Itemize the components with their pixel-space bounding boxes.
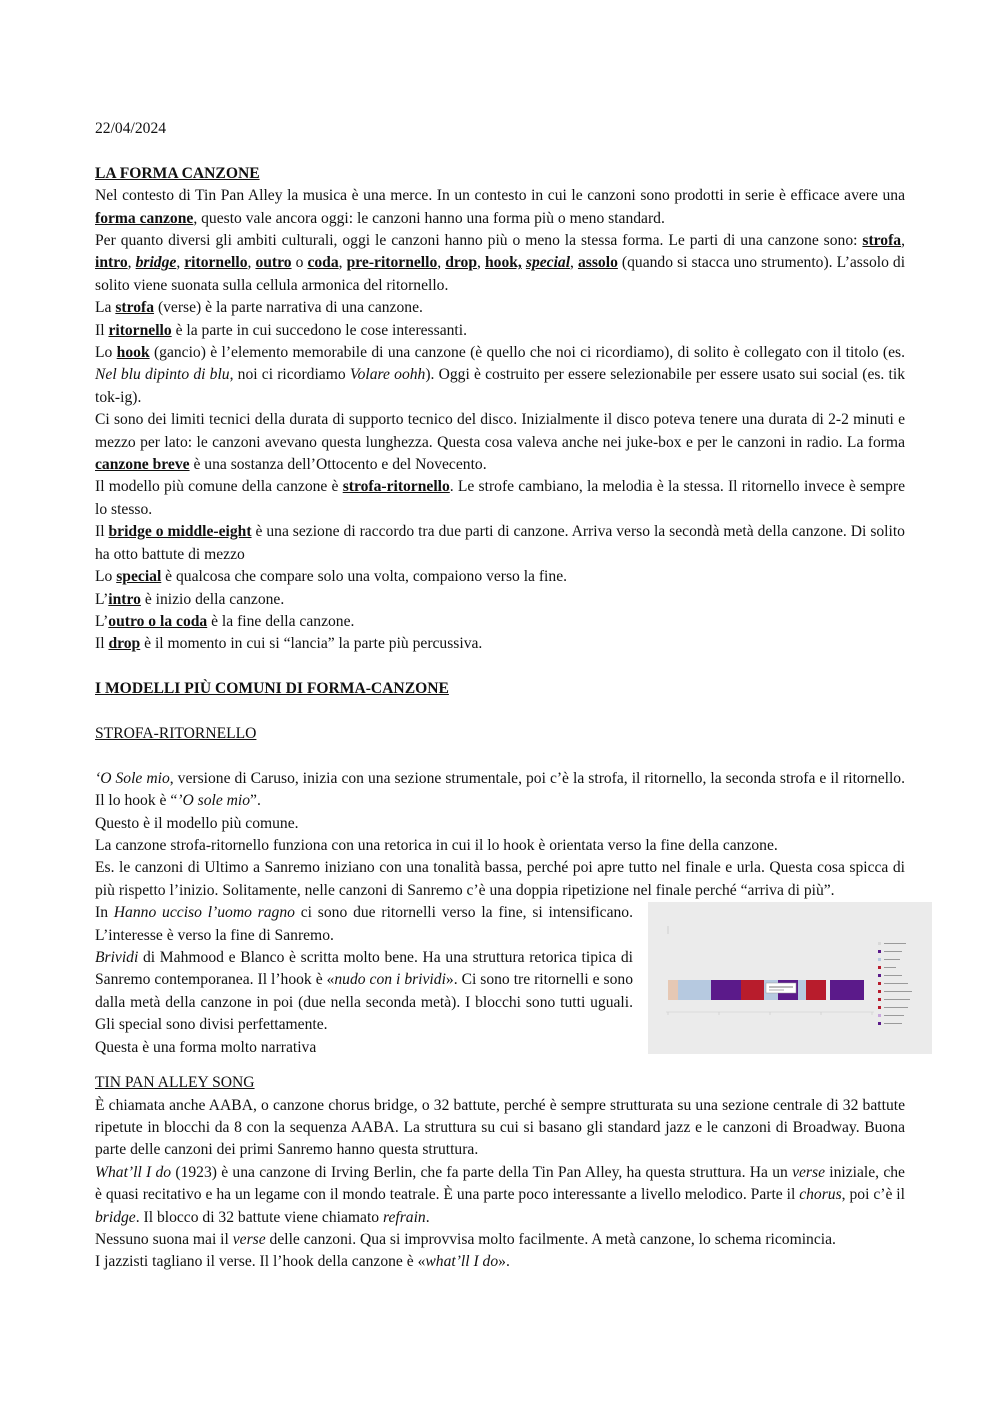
legend-swatch — [878, 950, 881, 953]
paragraph: In Hanno ucciso l’uomo ragno ci sono due ritornelli verso la fine, si intensificano. L’interesse è verso la fine di Sanremo. — [95, 904, 633, 944]
legend-swatch — [878, 942, 881, 945]
paragraph: La strofa (verse) è la parte narrativa di una canzone. — [95, 299, 423, 317]
paragraph: Il ritornello è la parte in cui succedono le cose interessanti. — [95, 321, 467, 339]
tooltip-box — [766, 983, 796, 993]
section-heading-forma-canzone: LA FORMA CANZONE — [95, 164, 260, 182]
paragraph: È chiamata anche AABA, o canzone chorus bridge, o 32 battute, perché è sempre strutturata su una sezione centrale di 32 battute ripetute in blocchi da 8 con la sequenza AABA. La struttura su cui si basano gli standard jazz e le canzoni di Broadway. Buona parte delle canzoni dei primi Sanremo hanno questa struttura. — [95, 1096, 905, 1159]
legend-swatch — [878, 1022, 881, 1025]
paragraph: Questo è il modello più comune. — [95, 814, 299, 832]
bar-segment-ritornello — [711, 980, 741, 1000]
legend-swatch — [878, 982, 881, 985]
paragraph: Il bridge o middle-eight è una sezione di raccordo tra due parti di canzone. Arriva verso la secondà metà della canzone. Di solito ha otto battute di mezzo — [95, 523, 905, 563]
legend-swatch — [878, 998, 881, 1001]
paragraph: Il drop è il momento in cui si “lancia” la parte più percussiva. — [95, 635, 483, 653]
song-structure-figure — [648, 902, 932, 1054]
song-structure-bar-chart — [656, 912, 924, 1044]
legend-swatch — [878, 1014, 881, 1017]
legend-swatch — [878, 966, 881, 969]
paragraph: Nessuno suona mai il verse delle canzoni. Qua si improvvisa molto facilmente. A metà canzone, lo schema ricomincia. — [95, 1231, 836, 1248]
subheading-strofa-ritornello: STROFA-RITORNELLO — [95, 724, 257, 742]
bar-segment-special — [741, 980, 755, 1000]
paragraph: Questa è una forma molto narrativa — [95, 1038, 317, 1056]
bar-segment-special — [755, 980, 764, 1000]
legend-swatch — [878, 990, 881, 993]
document-page — [95, 118, 905, 1274]
section-heading-modelli: I MODELLI PIÙ COMUNI DI FORMA-CANZONE — [95, 680, 449, 698]
bar-segment-strofa — [798, 980, 806, 1000]
bar-segment-ritornello — [830, 980, 864, 1000]
paragraph: I jazzisti tagliano il verse. Il l’hook della canzone è «what’ll I do». — [95, 1253, 510, 1271]
bar-segment-strofa — [678, 980, 706, 1000]
paragraph: Es. le canzoni di Ultimo a Sanremo iniziano con una tonalità bassa, perché poi apre tutto nel finale e urla. Questa cosa spicca di più rispetto l’inizio. Solitamente, nelle canzoni di Sanremo c’è una doppia ripetizione nel finale perché “arriva di più”. — [95, 859, 905, 899]
paragraph: Brividi di Mahmood e Blanco è scritta molto bene. Ha una struttura retorica tipica di Sanremo contemporanea. Il l’hook è «nudo con i brividi». Ci sono tre ritornelli e sono dalla metà della canzone in poi (due nella seconda metà). I blocchi sono tutti uguali. Gli special sono divisi perfettamente. — [95, 948, 633, 1034]
paragraph: Lo hook (gancio) è l’elemento memorabile di una canzone (è quello che noi ci ricordiamo), di solito è collegato con il titolo (es. Nel blu dipinto di blu, noi ci ricordiamo Volare oohh). Oggi è costruito per essere selezionabile per essere usato sui social (es. tik tok-ig). — [95, 344, 905, 406]
bar-segment-strofa — [706, 980, 711, 1000]
legend-swatch — [878, 1006, 881, 1009]
bar-segment-special — [806, 980, 826, 1000]
paragraph: Il modello più comune della canzone è strofa-ritornello. Le strofe cambiano, la melodia è la stessa. Il ritornello invece è sempre lo stesso. — [95, 478, 905, 518]
paragraph: Nel contesto di Tin Pan Alley la musica è una merce. In un contesto in cui le canzoni sono prodotti in serie è efficace avere una forma canzone, questo vale ancora oggi: le canzoni hanno una forma più o meno standard. — [95, 187, 905, 227]
paragraph: L’outro o la coda è la fine della canzone. — [95, 612, 355, 630]
x-axis-ticks — [668, 1012, 872, 1015]
bar-segment-intro — [668, 980, 678, 1000]
paragraph: Lo special è qualcosa che compare solo una volta, compaiono verso la fine. — [95, 568, 568, 586]
paragraph: La canzone strofa-ritornello funziona con una retorica in cui il lo hook è orientata verso la fine della canzone. — [95, 836, 778, 854]
legend-swatch — [878, 974, 881, 977]
paragraph: What’ll I do (1923) è una canzone di Irving Berlin, che fa parte della Tin Pan Alley, ha questa struttura. Ha un verse iniziale, che è quasi recitativo e ha un legame con il mondo teatrale. È una parte poco interessante a livello melodico. Parte il chorus, poi c’è il bridge. Il blocco di 32 battute viene chiamato refrain. — [95, 1163, 905, 1226]
structure-bar — [668, 980, 864, 1000]
subheading-tin-pan-alley-song: TIN PAN ALLEY SONG — [95, 1074, 255, 1092]
paragraph: L’intro è inizio della canzone. — [95, 590, 285, 608]
legend-swatch — [878, 958, 881, 961]
chart-legend — [878, 942, 912, 1025]
date: 22/04/2024 — [95, 120, 167, 137]
paragraph: Ci sono dei limiti tecnici della durata di supporto tecnico del disco. Inizialmente il disco poteva tenere una durata di 2-2 minuti e mezzo per lato: le canzoni avevano questa lunghezza. Questa cosa valeva anche nei juke-box e per le canzoni in radio. La forma canzone breve è una sostanza dell’Ottocento e del Novecento. — [95, 411, 905, 474]
paragraph: ‘O Sole mio, versione di Caruso, inizia con una sezione strumentale, poi c’è la strofa, il ritornello, la seconda strofa e il ritornello. Il lo hook è “’O sole mio”. — [95, 769, 905, 810]
paragraph: Per quanto diversi gli ambiti culturali, oggi le canzoni hanno più o meno la stessa forma. Le parti di una canzone sono: strofa, intro, bridge, ritornello, outro o coda, pre-ritornello, drop, hook, special, assolo (quando si stacca uno strumento). L’assolo di solito viene suonata sulla cellula armonica del ritornello. — [95, 232, 906, 294]
